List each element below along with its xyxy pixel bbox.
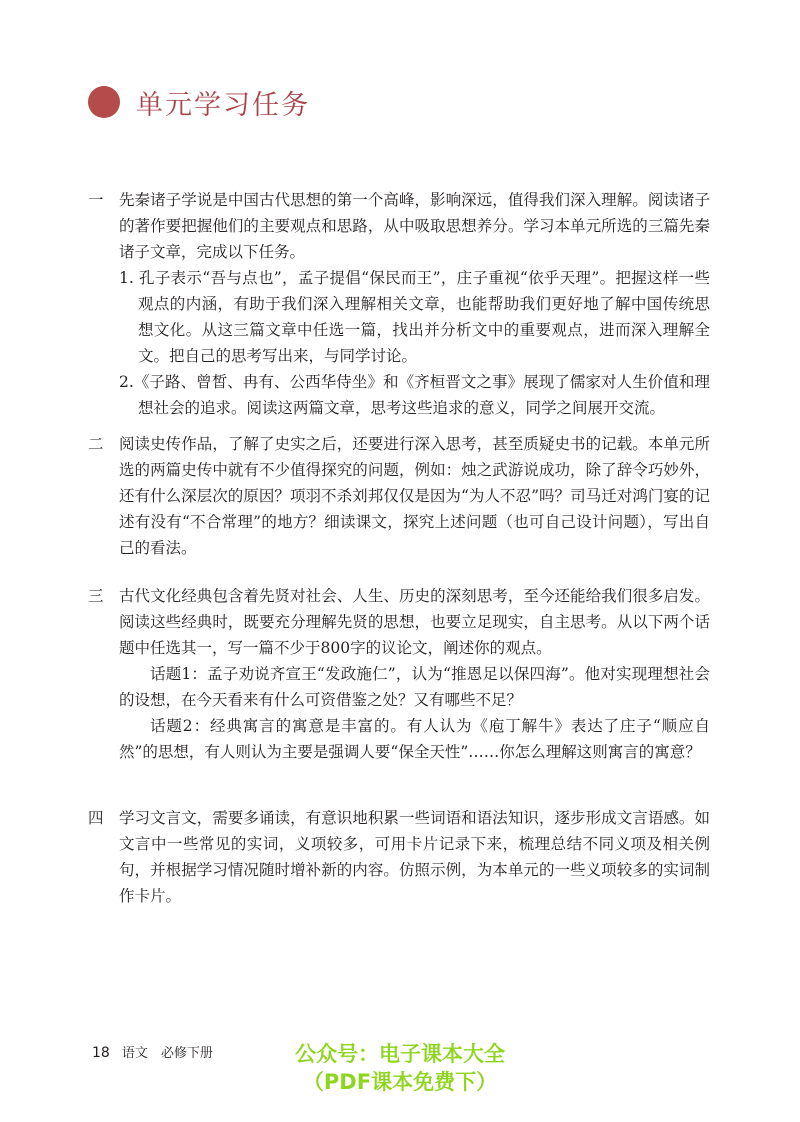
task-section-3 <box>88 583 710 765</box>
task-item-2: 2.《子路、曾皙、冉有、公西华侍坐》和《齐桓晋文之事》展现了儒家对人生价值和理想社会的追求。阅读这两篇文章，思考这些追求的意义，同学之间展开交流。 <box>119 373 710 417</box>
section-number: 三 <box>88 587 104 605</box>
topic-1: 话题1：孟子劝说齐宣王“发政施仁”，认为“推恩足以保四海”。他对实现理想社会的设想，在今天看来有什么可资借鉴之处？又有哪些不足？ <box>119 665 710 709</box>
task-section-1 <box>88 187 710 421</box>
section-number: 一 <box>88 191 104 209</box>
section-intro: 古代文化经典包含着先贤对社会、人生、历史的深刻思考，至今还能给我们很多启发。阅读这些经典时，既要充分理解先贤的思想，也要立足现实，自主思考。从以下两个话题中任选其一，写一篇不少于800字的议论文，阐述你的观点。 <box>119 587 710 657</box>
page-footer <box>92 1042 213 1061</box>
task-section-2 <box>88 431 710 561</box>
page-title: 单元学习任务 <box>136 89 310 121</box>
section-intro: 阅读史传作品，了解了史实之后，还要进行深入思考，甚至质疑史书的记载。本单元所选的两篇史传中就有不少值得探究的问题，例如：烛之武游说成功，除了辞令巧妙外，还有什么深层次的原因？项羽不杀刘邦仅仅是因为“为人不忍”吗？司马迁对鸿门宴的记述有没有“不合常理”的地方？细读课文，探究上述问题（也可自己设计问题），写出自己的看法。 <box>119 435 710 557</box>
book-title: 语文 必修下册 <box>121 1046 213 1061</box>
section-number: 四 <box>88 809 104 827</box>
section-number: 二 <box>88 435 104 453</box>
section-intro: 先秦诸子学说是中国古代思想的第一个高峰，影响深远，值得我们深入理解。阅读诸子的著作要把握他们的主要观点和思路，从中吸取思想养分。学习本单元所选的三篇先秦诸子文章，完成以下任务。 <box>119 191 710 261</box>
header-dot-icon <box>88 86 120 118</box>
section-intro: 学习文言文，需要多诵读，有意识地积累一些词语和语法知识，逐步形成文言语感。如文言中一些常见的实词，义项较多，可用卡片记录下来，梳理总结不同义项及相关例句，并根据学习情况随时增补新的内容。仿照示例，为本单元的一些义项较多的实词制作卡片。 <box>119 809 710 905</box>
task-section-4 <box>88 805 710 909</box>
topic-2: 话题2：经典寓言的寓意是丰富的。有人认为《庖丁解牛》表达了庄子“顺应自然”的思想，有人则认为主要是强调人要“保全天性”……你怎么理解这则寓言的寓意？ <box>119 717 710 761</box>
task-item-1: 1. 孔子表示“吾与点也”，孟子提倡“保民而王”，庄子重视“依乎天理”。把握这样一些观点的内涵，有助于我们深入理解相关文章，也能帮助我们更好地了解中国传统思想文化。从这三篇文章中任选一篇，找出并分析文中的重要观点，进而深入理解全文。把自己的思考写出来，与同学讨论。 <box>119 269 710 365</box>
watermark-line-1: 公众号：电子课本大全 <box>295 1042 505 1066</box>
page-number: 18 <box>92 1045 110 1061</box>
watermark-line-2: （PDF课本免费下） <box>302 1070 498 1094</box>
section-header <box>88 82 310 122</box>
watermark <box>230 1040 570 1096</box>
